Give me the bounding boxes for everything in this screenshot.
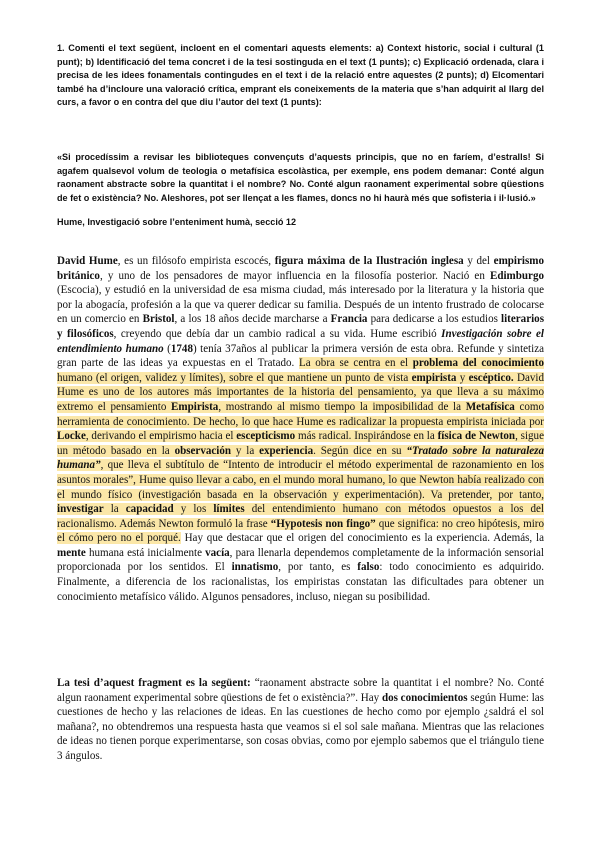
text-run: ( (163, 342, 171, 355)
text-run: problema del conocimiento (412, 357, 544, 370)
text-run: “raonament abstracte sobre la quantitat i el nombre? No. Conté algun raonament experimental sobre qüestions de fet o existència?”. Hay (57, 677, 544, 704)
text-run: La obra se centra en el (298, 357, 413, 370)
text-run: , mostrando al mismo tiempo la imposibilidad de la (218, 400, 466, 413)
text-run: para dedicarse a los estudios (367, 313, 502, 326)
text-run: vacía (205, 546, 230, 559)
text-run: escéptico. (468, 371, 514, 384)
text-run: : todo conocimiento es adquirido. Finalmente, a diferencia de los racionalistas, los empiristas constatan las dificultades para obtener un conocimiento metafísico válido. Algunos pensadores, incluso, niegan su posibilidad. (57, 561, 545, 603)
text-run: y (456, 371, 469, 384)
text-run: , creyendo que debía dar un cambio radical a su vida. Hume escribió (113, 327, 442, 340)
text-run: experiencia (259, 444, 314, 457)
text-run: empirismo británico (57, 255, 544, 282)
text-run: Hay que destacar que el origen del conocimiento es la experiencia. Además, la (180, 532, 544, 545)
text-run: mente (57, 546, 86, 559)
text-run: falso (357, 561, 380, 574)
text-run: humana está inicialmente (85, 546, 206, 559)
quote-source: Hume, Investigació sobre l’enteniment humà, secció 12 (57, 217, 297, 227)
text-run: que significa: no creo hipótesis, miro el cómo pero no el porqué. (57, 517, 545, 545)
text-run: Francia (330, 313, 368, 326)
thesis-heading: La tesi d’aquest fragment es la següent: (57, 677, 251, 689)
text-run: literarios y filosóficos (57, 313, 544, 340)
text-run: . Según dice en su (313, 444, 407, 457)
text-run: “Hypotesis non fingo” (270, 517, 376, 530)
book-title: Investigación sobre el entendimiento humano (57, 327, 545, 355)
thesis-paragraph (57, 676, 544, 764)
text-run: límites (213, 503, 245, 516)
text-run: Locke (57, 430, 86, 443)
text-run: Empirista (171, 400, 219, 413)
text-run: innatismo (231, 561, 279, 574)
text-run: “Tratado sobre la naturaleza humana” (57, 444, 544, 472)
text-run: según Hume: las cuestiones de hecho y las relaciones de ideas. En las cuestiones de hecho como por ejemplo ¿saldrá el sol mañana?, no obtendremos una respuesta hasta que veamos si el sol sale mañana. Mientras que las relaciones de ideas no tienen porque experimentarse, son cosas obvias, como por ejemplo sabemos que el triángulo tiene 3 ángulos. (57, 691, 544, 762)
text-run: , a los 18 años decide marcharse a (174, 313, 331, 326)
text-run: , que lleva el subtítulo de “Intento de introducir el método experimental de razonamiento en los asuntos morales”, Hume quiso llevar a cabo, en el mundo moral humano, lo que Newton había realizado con el mundo físico (investigación basada en la observación y experimentación). Va pretender, por tanto, (57, 459, 544, 501)
text-run: investigar (57, 503, 104, 516)
text-run: , sigue un método basado en la (57, 430, 544, 457)
commentary-paragraph (57, 254, 544, 604)
text-run: física de Newton (437, 430, 516, 443)
text-run: y del (463, 255, 494, 267)
text-run: , es un filósofo empirista escocés, (117, 255, 275, 267)
exercise-instructions (57, 42, 544, 110)
text-run: David Hume es uno de los autores más importantes de la historia del pensamiento, ya que lleva a su máximo extremo el pensamiento (57, 371, 545, 413)
text-run: como herramienta de conocimiento. De hecho, lo que hace Hume es radicalizar la propuesta empirista iniciada por (57, 400, 544, 428)
highlighted-passage (57, 357, 544, 544)
text-run: observación (174, 444, 232, 457)
text-run: y los (173, 503, 214, 516)
text-run: Metafísica (465, 400, 515, 413)
author-name: David Hume (57, 255, 118, 267)
text-run: empirista (411, 371, 457, 384)
text-run: , para llenarla dependemos completamente de la información sensorial proporcionada por los sentidos. El (57, 546, 544, 574)
text-run: figura máxima de la Ilustración inglesa (274, 255, 464, 267)
publication-year: 1748 (170, 342, 193, 355)
text-run: la (103, 503, 126, 516)
text-run: dos conocimientos (381, 691, 468, 704)
text-run: ) tenía 37años al publicar la primera versión de esta obra. Refunde y sintetiza gran parte de las ideas ya expuestas en el Tratado. (57, 342, 544, 370)
exercise-number: 1. (57, 43, 65, 53)
exercise-text: Comenti el text següent, incloent en el comentari aquests elements: a) Context historic, social i cultural (1 punt); b) Identificació del tema concret i de la tesi sostinguda en el text (1 punts); c) Explicació ordenada, clara i precisa de les idees fonamentals contingudes en el text i de la relació entre aquestes (2 punts); d) Elcomentari també ha d’incloure una valoració crítica, emprant els coneixements de la materia que s’han adquirit al llarg del curs, a favor o en contra del que diu l’autor del text (1 punts): (57, 43, 544, 108)
text-run: humano (el origen, validez y límites), sobre el que mantiene un punto de vista (57, 371, 412, 384)
text-run: Bristol (142, 313, 175, 326)
text-run: capacidad (125, 503, 174, 516)
text-run: , derivando el empirismo hacia el (85, 430, 237, 443)
text-run: , y uno de los pensadores de mayor influencia en la filosofía posterior. Nació en (99, 269, 490, 282)
text-run: y la (231, 444, 260, 457)
text-run: , por tanto, es (278, 561, 358, 574)
text-run: (Escocia), y estudió en la universidad de esa misma ciudad, más interesado por la literatura y la historia que por la abogacía, profesión a la que va querer dedicar su familia. Después de un intento frustrado de colocarse en un comercio en (57, 284, 544, 326)
text-run: Edimburgo (489, 269, 544, 282)
text-run: escepticismo (236, 430, 296, 443)
text-run: del entendimiento humano con métodos opuestos a los del racionalismo. Además Newton formuló la frase (57, 503, 544, 530)
text-run: más radical. Inspirándose en la (295, 430, 438, 443)
quoted-text: «Si procedíssim a revisar les biblioteques convençuts d’aquests principis, que no en faríem, d’estralls! Si agafem qualsevol volum de teologia o metafísica escolàstica, per exemple, ens podem demanar: Conté algun raonament abstracte sobre la quantitat i el nombre? No. Conté algun raonament experimental sobre qüestions de fet o existència? No. Aleshores, pot ser llençat a les flames, doncs no hi haurà més que sofisteria i il·lusió.» (57, 152, 544, 203)
